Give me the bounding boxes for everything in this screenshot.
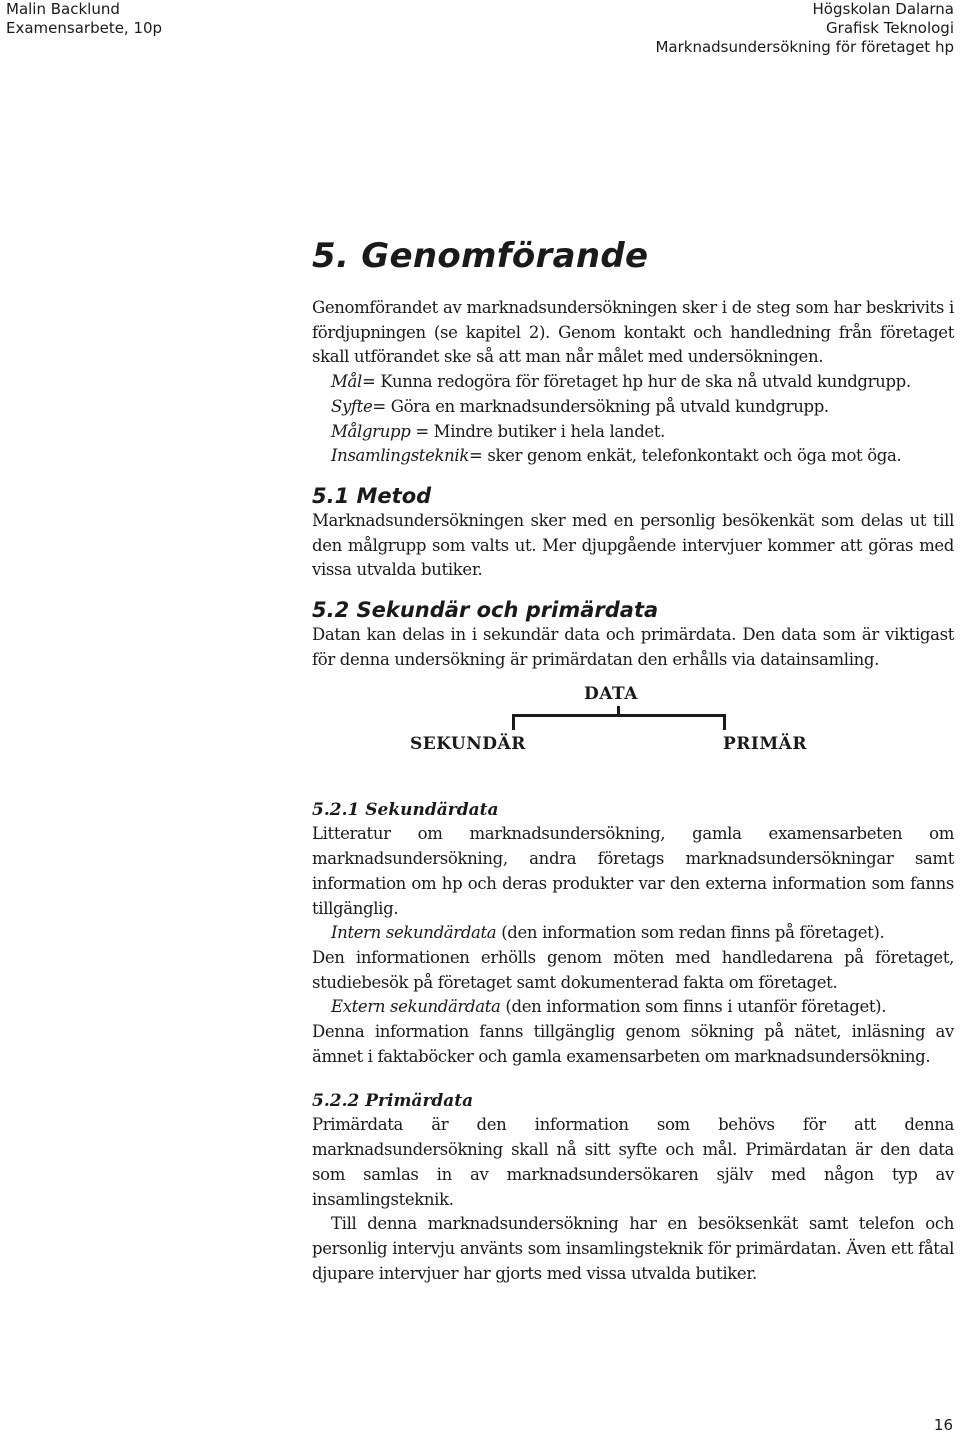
diagram-left-label: SEKUNDÄR (410, 734, 526, 755)
main-content (312, 232, 954, 1286)
collection-method-label: Insamlingsteknik (331, 446, 470, 466)
method-paragraph: Marknadsundersökningen sker med en personlig besökenkät som delas ut till den målgrupp som valts ut. Mer djupgående intervjuer kommer att göras med vissa utvalda butiker. (312, 510, 954, 580)
diagram-left-leg (512, 714, 515, 730)
header-course: Examensarbete, 10p (6, 19, 163, 37)
primary-data-paragraph-2: Till denna marknadsundersökning har en besöksenkät samt telefon och personlig intervju använts som insamlingsteknik för primärdatan. Även ett fåtal djupare intervjuer har gjorts med vissa utvalda butiker. (312, 1214, 954, 1283)
collection-method-text: = sker genom enkät, telefonkontakt och öga mot öga. (469, 446, 902, 466)
internal-secondary-line (312, 921, 954, 946)
goal-label: Mål (331, 372, 362, 392)
external-secondary-line (312, 995, 954, 1020)
page-header-right (655, 0, 954, 57)
purpose-label: Syfte (331, 396, 373, 416)
target-group-text: = Mindre butiker i hela landet. (410, 421, 666, 441)
internal-secondary-label: Intern sekundärdata (331, 923, 497, 943)
data-types-paragraph: Datan kan delas in i sekundär data och primärdata. Den data som är viktigast för denna undersökning är primärdatan den erhålls via datainsamling. (312, 625, 954, 669)
page-number: 16 (933, 1416, 953, 1434)
method-heading: 5.1 Metod (312, 483, 432, 508)
goal-line (312, 370, 954, 395)
diagram-root-label: DATA (584, 684, 638, 705)
primary-data-paragraph-1: Primärdata är den information som behövs för att denna marknadsundersökning skall nå sitt syfte och mål. Primärdatan är den data som samlas in av marknadsundersökaren själv med någon typ av insamlingsteknik. (312, 1115, 954, 1209)
header-author: Malin Backlund (6, 0, 120, 18)
diagram-right-leg (723, 714, 726, 730)
purpose-text: = Göra en marknadsundersökning på utvald kundgrupp. (372, 396, 829, 416)
internal-secondary-text: (den information som redan finns på företaget). (496, 923, 885, 943)
secondary-data-paragraph-2: Den informationen erhölls genom möten med handledarena på företaget, studiebesök på företaget samt dokumenterad fakta om företaget. (312, 947, 954, 992)
target-group-line (312, 420, 954, 445)
diagram-horizontal-bar (512, 714, 726, 717)
collection-method-line (312, 444, 954, 469)
section-title: 5. Genomförande (312, 236, 649, 276)
header-school: Högskolan Dalarna (812, 0, 954, 18)
secondary-data-heading: 5.2.1 Sekundärdata (312, 800, 499, 821)
primary-data-heading: 5.2.2 Primärdata (312, 1091, 474, 1112)
data-hierarchy-diagram (0, 684, 960, 794)
external-secondary-text: (den information som finns i utanför företaget). (500, 997, 887, 1017)
secondary-data-paragraph-3: Denna information fanns tillgänglig genom sökning på nätet, inläsning av ämnet i faktaböcker och gamla examensarbeten om marknadsundersökning. (312, 1022, 954, 1066)
external-secondary-label: Extern sekundärdata (331, 997, 501, 1017)
header-program: Grafisk Teknologi (826, 19, 954, 37)
page-header-left (6, 0, 162, 38)
header-topic: Marknadsundersökning för företaget hp (655, 38, 954, 56)
secondary-data-paragraph-1: Litteratur om marknadsundersökning, gamla examensarbeten om marknadsundersökning, andra företags marknadsundersökningar samt information om hp och deras produkter var den externa information som fanns tillgänglig. (312, 824, 954, 918)
target-group-label: Målgrupp (331, 421, 411, 441)
purpose-line (312, 395, 954, 420)
data-types-heading: 5.2 Sekundär och primärdata (312, 598, 659, 623)
diagram-right-label: PRIMÄR (723, 734, 807, 755)
intro-paragraph: Genomförandet av marknadsundersökningen sker i de steg som har beskrivits i fördjupningen (se kapitel 2). Genom kontakt och handledning från företaget skall utförandet ske så att man når målet med undersökningen. (312, 298, 954, 367)
goal-text: = Kunna redogöra för företaget hp hur de ska nå utvald kundgrupp. (361, 372, 911, 392)
